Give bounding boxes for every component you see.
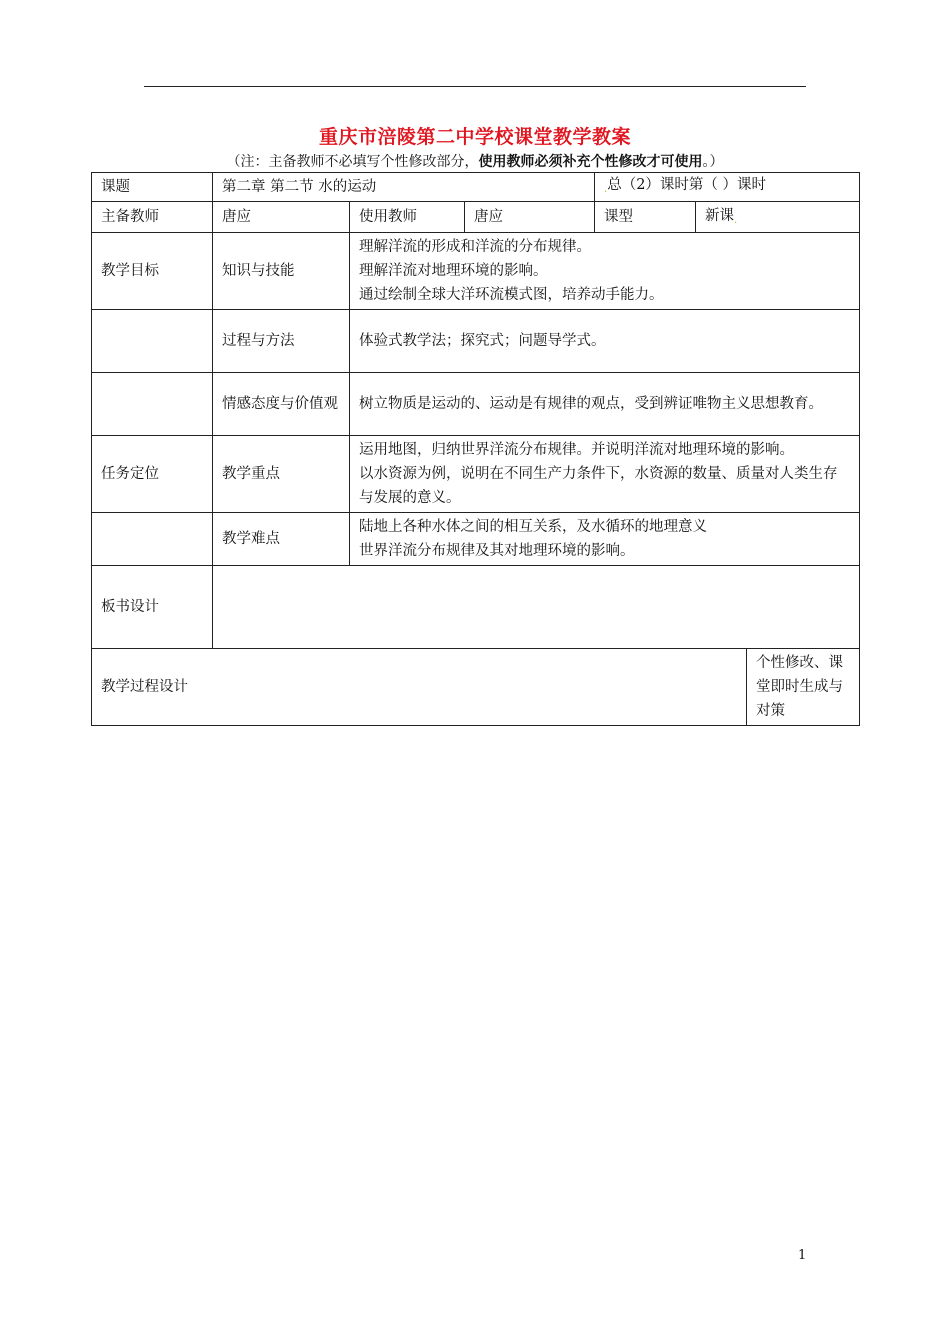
topic-label: 课题 <box>92 173 213 202</box>
row-process <box>92 310 860 373</box>
process-label: 过程与方法 <box>213 310 350 373</box>
board-design-label: 板书设计 <box>92 566 213 649</box>
row-process-design <box>92 649 860 726</box>
period-cell <box>595 173 860 202</box>
lesson-type-cell <box>696 202 860 233</box>
knowledge-label: 知识与技能 <box>213 233 350 310</box>
edit-mark: . <box>604 184 608 195</box>
knowledge-line: 通过绘制全球大洋环流模式图，培养动手能力。 <box>359 287 664 303</box>
user-teacher-label: 使用教师 <box>350 202 465 233</box>
objectives-label: 教学目标 <box>92 233 213 310</box>
row-topic <box>92 173 860 202</box>
note-suffix: 。） <box>702 154 724 170</box>
tasks-label: 任务定位 <box>92 436 213 513</box>
lesson-type-label: 课型 <box>595 202 696 233</box>
note-prefix: （注：主备教师不必填写个性修改部分， <box>226 154 479 170</box>
process-content: 体验式教学法；探究式；问题导学式。 <box>350 310 860 373</box>
difficult-points-label: 教学难点 <box>213 513 350 566</box>
personal-edit-label: 个性修改、课堂即时生成与对策 <box>747 649 860 726</box>
knowledge-line: 理解洋流对地理环境的影响。 <box>359 263 548 279</box>
key-points-label: 教学重点 <box>213 436 350 513</box>
user-teacher-value: 唐应 <box>465 202 595 233</box>
topic-value: 第二章 第二节 水的运动 <box>213 173 595 202</box>
row-key-points <box>92 436 860 513</box>
row-teachers <box>92 202 860 233</box>
row-emotion <box>92 373 860 436</box>
board-design-content <box>213 566 860 649</box>
main-teacher-label: 主备教师 <box>92 202 213 233</box>
difficult-point-line: 世界洋流分布规律及其对地理环境的影响。 <box>359 543 635 559</box>
row-knowledge <box>92 233 860 310</box>
page-number: 1 <box>798 1248 807 1263</box>
difficult-points-content <box>350 513 860 566</box>
emotion-content: 树立物质是运动的、运动是有规律的观点，受到辨证唯物主义思想教育。 <box>350 373 860 436</box>
period-value: 总（2）课时第（ ）课时 <box>607 177 767 193</box>
row-board-design <box>92 566 860 649</box>
process-design-label: 教学过程设计 <box>92 649 747 726</box>
main-teacher-value: 唐应 <box>213 202 350 233</box>
row-difficult-points <box>92 513 860 566</box>
header-rule <box>144 86 806 87</box>
note-bold: 使用教师必须补充个性修改才可使用 <box>478 154 703 170</box>
edit-mark: . <box>734 215 738 226</box>
document-title: 重庆市涪陵第二中学校课堂教学教案 <box>318 126 631 148</box>
knowledge-line: 理解洋流的形成和洋流的分布规律。 <box>359 239 591 255</box>
key-point-line: 以水资源为例，说明在不同生产力条件下，水资源的数量、质量对人类生存与发展的意义。 <box>359 466 838 506</box>
lesson-plan-table <box>91 172 860 726</box>
difficult-point-line: 陆地上各种水体之间的相互关系，及水循环的地理意义 <box>359 519 707 535</box>
emotion-label: 情感态度与价值观 <box>213 373 350 436</box>
key-point-line: 运用地图，归纳世界洋流分布规律。并说明洋流对地理环境的影响。 <box>359 442 794 458</box>
key-points-content <box>350 436 860 513</box>
knowledge-content <box>350 233 860 310</box>
document-note <box>0 151 950 171</box>
lesson-type-value: 新课 <box>705 208 735 224</box>
